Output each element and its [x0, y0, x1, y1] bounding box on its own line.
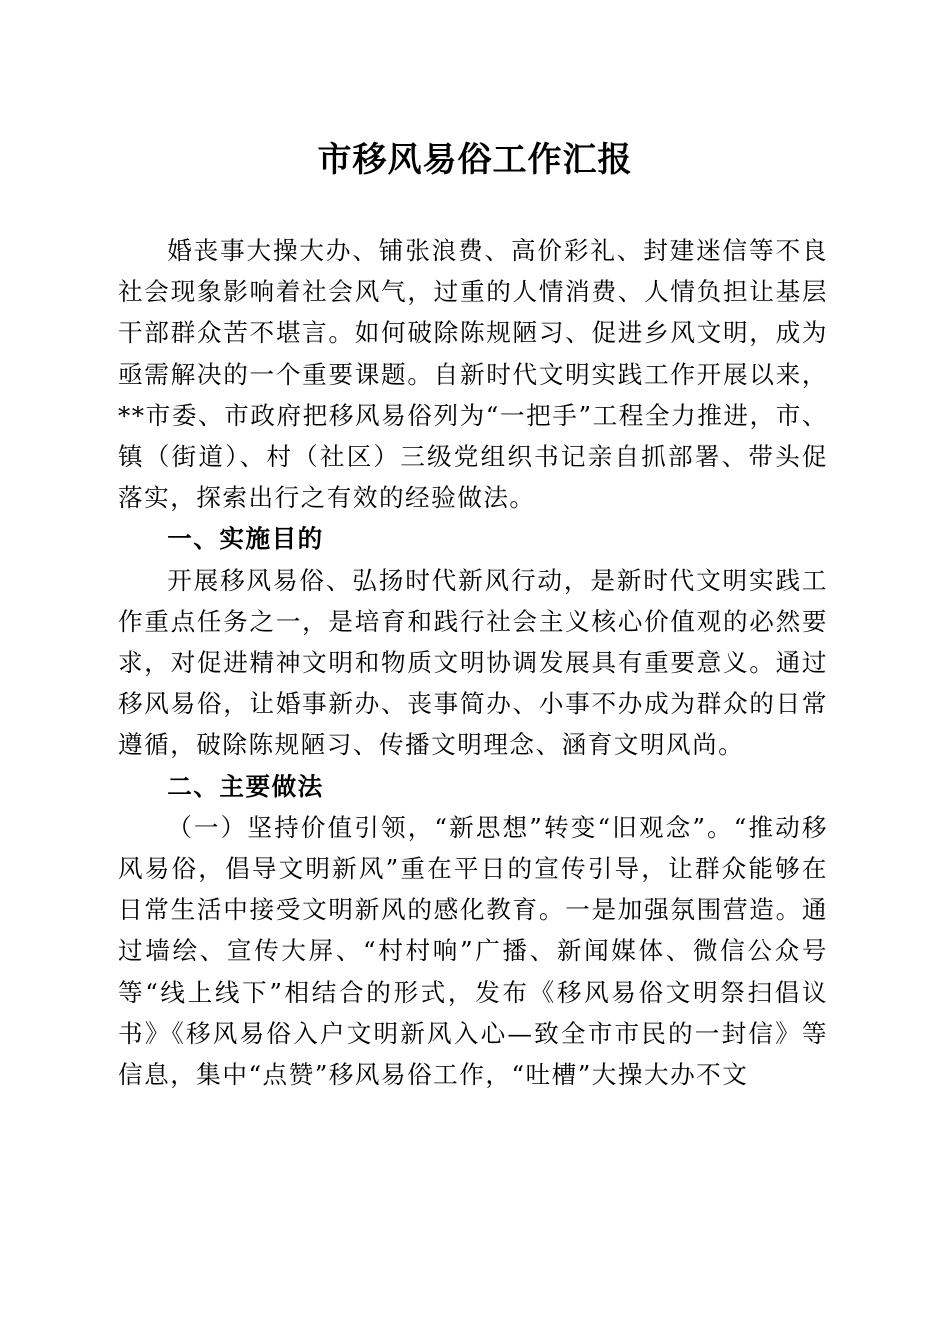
section-heading-purpose: 一、实施目的	[167, 524, 324, 554]
intro-paragraph: 婚丧事大操大办、铺张浪费、高价彩礼、封建迷信等不良社会现象影响着社会风气，过重的人情消费、人情负担让基层干部群众苦不堪言。如何破除陈规陋习、促进乡风文明，成为亟需解决的一个重要课题。自新时代文明实践工作开展以来，**市委、市政府把移风易俗列为“一把手”工程全力推进，市、镇（街道）、村（社区）三级党组织书记亲自抓部署、带头促落实，探索出行之有效的经验做法。	[118, 236, 828, 513]
purpose-paragraph: 开展移风易俗、弘扬时代新风行动，是新时代文明实践工作重点任务之一，是培育和践行社会主义核心价值观的必然要求，对促进精神文明和物质文明协调发展具有重要意义。通过移风易俗，让婚事新办、丧事简办、小事不办成为群众的日常遵循，破除陈规陋习、传播文明理念、涵育文明风尚。	[118, 565, 828, 760]
document-title: 市移风易俗工作汇报	[317, 140, 633, 180]
methods-paragraph	[118, 807, 828, 1095]
document-body	[118, 230, 828, 1095]
methods-paragraph-text: “推动移风易俗，倡导文明新风”重在平日的宣传引导，让群众能够在日常生活中接受文明新风的感化教育。一是加强氛围营造。通过墙绘、宣传大屏、“村村响”广播、新闻媒体、微信公众号等“线上线下”相结合的形式，发布《移风易俗文明祭扫倡议书》《移风易俗入户文明新风入心—致全市市民的一封信》等信息，集中“点赞”移风易俗工作，“吐槽”大操大办不文	[118, 812, 828, 1090]
section-heading-methods: 二、主要做法	[167, 771, 324, 801]
methods-subheading: （一）坚持价值引领，“新思想”转变“旧观念”。	[167, 812, 734, 842]
